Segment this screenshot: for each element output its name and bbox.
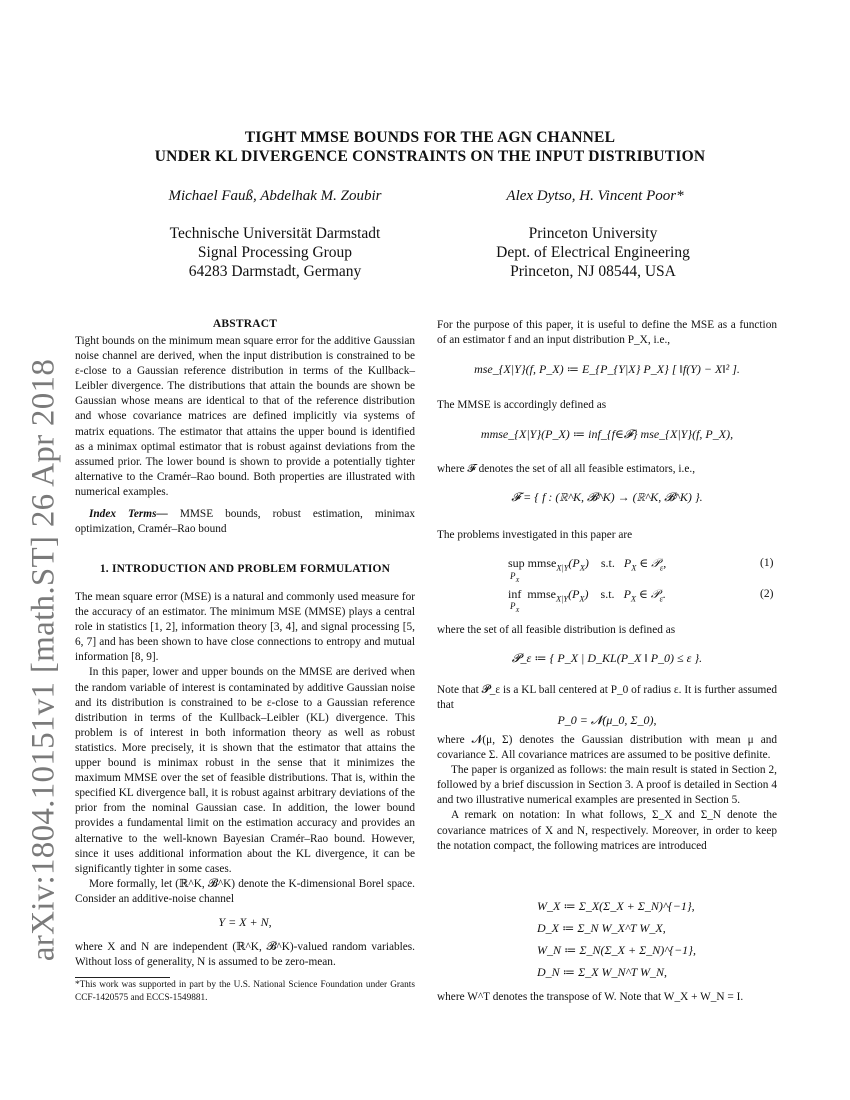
section-1-body [75,590,415,907]
equation-1: sup $mmse_{X|Y}(P_X)$ s.t. $P_X$ ∈ 𝒫$_\varepsilon$, [508,556,667,573]
footnote-rule [75,977,170,978]
paper-title [100,128,760,166]
equation-1-number: (1) [760,557,774,569]
equation-estimator-set: 𝓕 = { f : (ℝ^K, 𝓑^K) → (ℝ^K, 𝓑^K) }. [511,490,703,504]
index-terms-label: Index Terms— [89,508,168,521]
equation-2-st: s.t. [600,587,615,601]
authors-left: Michael Fauß, Abdelhak M. Zoubir [168,188,382,204]
affil-right-line: Princeton, NJ 08544, USA [510,263,676,280]
equation-1-st: s.t. [600,556,615,570]
abstract-heading: ABSTRACT [212,318,278,330]
equation-reference: P_0 = 𝓝(μ_0, Σ_0), [557,713,657,727]
intro-paragraph-4: where X and N are independent (ℝ^K, 𝓑^K)-valued random variables. Without loss of generality, N is assumed to be zero-mean. [75,941,415,969]
title-line-2: UNDER KL DIVERGENCE CONSTRAINTS ON THE INPUT DISTRIBUTION [154,148,706,165]
equation-dn: D_N ≔ Σ_X W_N^T W_N, [537,965,668,979]
equation-matrices [537,895,696,983]
authors-right: Alex Dytso, H. Vincent Poor* [506,188,684,204]
right-paragraph-8: The paper is organized as follows: the main result is stated in Section 2, followed by a brief discussion in Section 3. A proof is detailed in Section 4 and two illustrative numerical examples are presented in Section 5. [437,764,777,807]
index-terms-text: MMSE bounds, robust estimation, minimax optimization, Cramér–Rao bound [75,508,415,536]
abstract-text: Tight bounds on the minimum mean square error for the additive Gaussian noise channel are derived, when the input distribution is constrained to be ε-close to a Gaussian reference distribution in terms of the Kullback–Leibler divergence. The distributions that attain the bounds are shown be Gaussian whose means are identical to that of the reference distribution and whose covariance matrices are defined implicitly via systems of matrix equations. The estimator that attains the upper bound is identified as a minimax optimal estimator that is robust against deviations from the assumed prior. The lower bound is shown to provide a potentially tighter alternative to the Cramér–Rao bound. Both properties are illustrated with numerical examples. [75,335,415,498]
right-paragraph-4: The problems investigated in this paper are [437,529,633,541]
equation-feasible-set: 𝓟_ε ≔ { P_X | D_KL(P_X ‖ P_0) ≤ ε }. [511,651,703,665]
equation-dx: D_X ≔ Σ_N W_X^T W_X, [537,921,666,935]
affil-right-line: Dept. of Electrical Engineering [496,244,690,261]
right-body [437,733,777,854]
affil-right-line: Princeton University [528,225,658,242]
affil-left-line: Technische Universität Darmstadt [169,225,381,242]
right-paragraph-1: For the purpose of this paper, it is useful to define the MSE as a function of an estimator f and an input distribution P_X, i.e., [437,319,777,347]
affil-left-line: Signal Processing Group [197,244,353,261]
arxiv-id: arXiv:1804.10151v1 [math.ST] 26 Apr 2018 [25,358,62,962]
title-line-1: TIGHT MMSE BOUNDS FOR THE AGN CHANNEL [244,129,616,146]
equation-2: inf $mmse_{X|Y}(P_X)$ s.t. $P_X$ ∈ 𝒫$_\varepsilon$. [508,587,666,604]
index-terms [75,507,415,537]
equation-2-number: (2) [760,588,774,600]
equation-channel: Y = X + N, [218,915,272,929]
footnote: *This work was supported in part by the U.S. National Science Foundation under Grants CCF-1420575 and ECCS-1549881. [75,980,415,1003]
intro-paragraph-1: The mean square error (MSE) is a natural and commonly used measure for the accuracy of an estimator. The minimum MSE (MMSE) plays a central role in statistics [1, 2], information theory [3, 4], and signal processing [5, 6, 7] and has been shown to have close connections to entropy and mutual information [8, 9]. [75,591,415,664]
right-paragraph-5: where the set of all feasible distribution is defined as [437,624,676,636]
equation-mmse: mmse_{X|Y}(P_X) ≔ inf_{f∈𝓕} mse_{X|Y}(f, P_X), [480,427,734,441]
intro-paragraph-3: More formally, let (ℝ^K, 𝓑^K) denote the K-dimensional Borel space. Consider an additive-noise channel [75,877,415,905]
right-paragraph-7: where 𝓝(μ, Σ) denotes the Gaussian distribution with mean μ and covariance Σ. All covariance matrices are assumed to be positive definite. [437,734,777,762]
intro-paragraph-2: In this paper, lower and upper bounds on the MMSE are derived when the random variable of interest is contaminated by additive Gaussian noise and its distribution is constrained to be ε-close to a Gaussian reference distribution in terms of the Kullback–Leibler (KL) divergence. This problem is of interest in both information theory as well as robust statistics. More precisely, it is shown that the estimator that attains the upper bound is minimax robust in the sense that it minimizes the maximum MMSE over the set of feasible distributions. That is, within the specified KL divergence ball, it is robust against arbitrary deviations of the prior from the nominal Gaussian case. In addition, the lower bound provides a fundamental limit on the estimation accuracy and provides an alternative to the well-known Bayesian Cramér–Rao bound. However, since it uses additional information about the KL divergence, it can be significantly tighter in some cases. [75,666,415,875]
right-paragraph-9: A remark on notation: In what follows, Σ_X and Σ_N denote the covariance matrices of X and N, respectively. Moreover, in order to keep the notation compact, the following matrices are introduced [437,809,777,852]
equation-mse: mse_{X|Y}(f, P_X) ≔ E_{P_{Y|X} P_X} [ ‖f(Y) − X‖² ]. [474,362,740,376]
arxiv-stamp [20,272,68,1048]
right-paragraph-3: where 𝓕 denotes the set of all all feasible estimators, i.e., [437,463,696,475]
abstract-body [75,334,415,537]
section-1-heading: 1. INTRODUCTION AND PROBLEM FORMULATION [99,563,391,575]
affiliation-left [110,224,440,281]
equation-wx: W_X ≔ Σ_X(Σ_X + Σ_N)^{−1}, [537,899,695,913]
equation-wn: W_N ≔ Σ_N(Σ_X + Σ_N)^{−1}, [537,943,696,957]
right-paragraph-2: The MMSE is accordingly defined as [437,399,607,411]
right-paragraph-10: where W^T denotes the transpose of W. Note that W_X + W_N = I. [437,991,744,1003]
affiliation-right [428,224,758,281]
affil-left-line: 64283 Darmstadt, Germany [188,263,362,280]
right-paragraph-6: Note that 𝓟_ε is a KL ball centered at P_0 of radius ε. It is further assumed that [437,684,777,712]
